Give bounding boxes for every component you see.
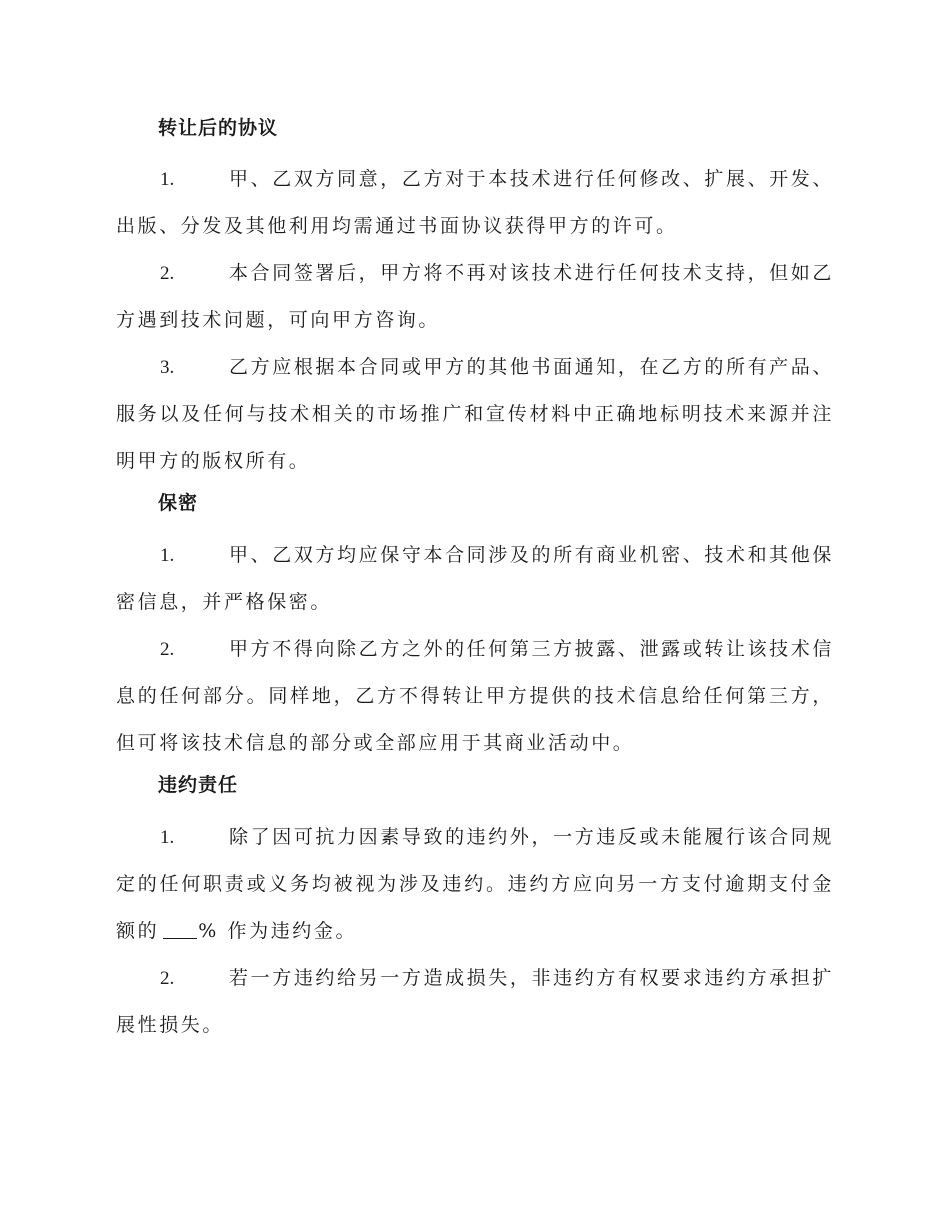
section-title-confidentiality: 保密 [158,492,199,514]
clause-number: 1. [160,545,175,566]
clause-text: 若一方违约给另一方造成损失，非违约方有权要求违约方承担扩展性损失。 [116,967,834,1036]
clause-1-1 [116,156,834,250]
clause-number: 2. [160,263,175,284]
clause-number: 2. [160,639,175,660]
clause-number: 3. [160,357,175,378]
clause-3-2 [116,955,834,1049]
clause-text: 甲、乙双方同意，乙方对于本技术进行任何修改、扩展、开发、出版、分发及其他利用均需通过书面协议获得甲方的许可。 [116,168,834,237]
clause-2-2 [116,626,834,767]
clause-3-1 [116,814,834,955]
section-title-breach-liability: 违约责任 [158,774,239,796]
clause-number: 2. [160,968,175,989]
clause-text: 甲、乙双方均应保守本合同涉及的所有商业机密、技术和其他保密信息，并严格保密。 [116,544,834,613]
clause-text-after-blank: % 作为违约金。 [198,920,358,942]
clause-text: 除了因可抗力因素导致的违约外，一方违反或未能履行该合同规定的任何职责或义务均被视为涉及违约。违约方应向另一方支付逾期支付金额的 [116,826,834,942]
clause-text: 乙方应根据本合同或甲方的其他书面通知，在乙方的所有产品、服务以及任何与技术相关的市场推广和宣传材料中正确地标明技术来源并注明甲方的版权所有。 [116,356,834,472]
clause-2-1 [116,532,834,626]
clause-1-2 [116,250,834,344]
clause-text: 本合同签署后，甲方将不再对该技术进行任何技术支持，但如乙方遇到技术问题，可向甲方咨询。 [116,262,834,331]
clause-number: 1. [160,827,175,848]
section-title-transfer-agreement: 转让后的协议 [158,117,279,139]
clause-text: 甲方不得向除乙方之外的任何第三方披露、泄露或转让该技术信息的任何部分。同样地，乙方不得转让甲方提供的技术信息给任何第三方，但可将该技术信息的部分或全部应用于其商业活动中。 [116,638,834,754]
fill-in-blank [163,920,197,939]
clause-1-3 [116,344,834,485]
clause-number: 1. [160,169,175,190]
